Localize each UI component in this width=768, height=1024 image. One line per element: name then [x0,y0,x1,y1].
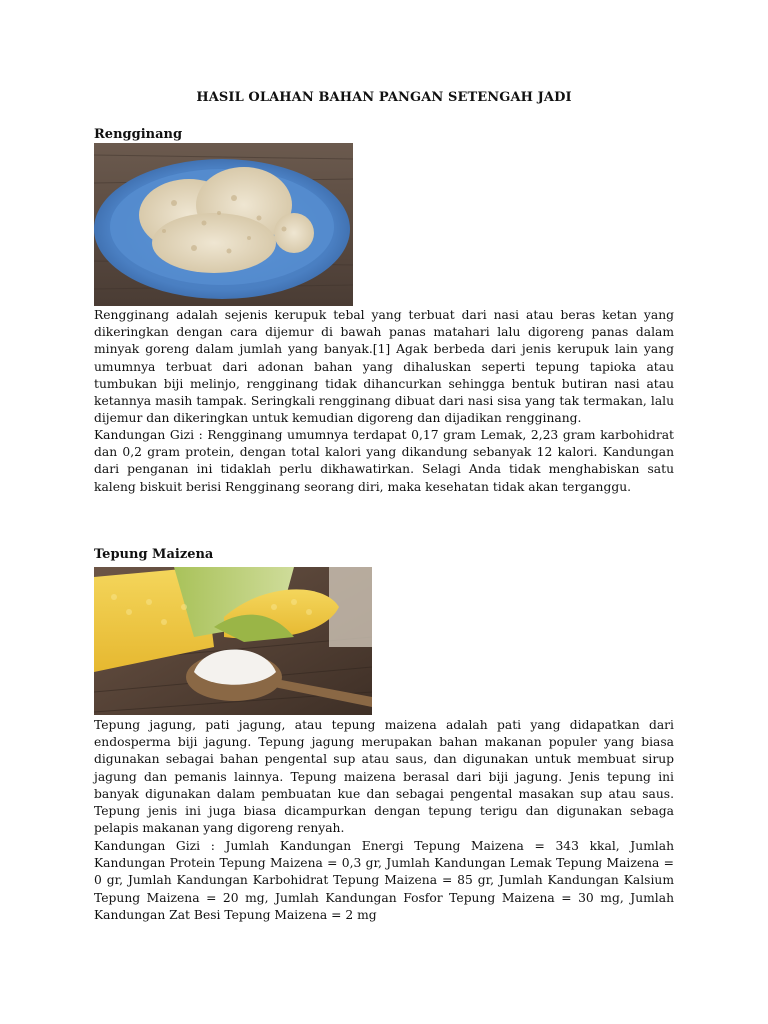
tepung-maizena-photo [94,567,372,715]
tepung-maizena-image [94,567,372,715]
section-heading-rengginang: Rengginang [94,127,183,142]
tepung-maizena-description: Tepung jagung, pati jagung, atau tepung maizena adalah pati yang didapatkan dari endosperma biji jagung. Tepung jagung merupakan bahan makanan populer yang biasa digunakan sebagai bahan pengental sup atau saus, dan digunakan untuk membuat sirup jagung dan pemanis lainnya. Tepung maizena berasal dari biji jagung. Jenis tepung ini banyak digunakan dalam pembuatan kue dan sebagai pengental masakan sup atau saus. Tepung jenis ini juga biasa dicampurkan dengan tepung terigu dan digunakan sebaga pelapis makanan yang digoreng renyah. [94,718,674,836]
section-heading-tepung-maizena: Tepung Maizena [94,547,214,562]
rengginang-image [94,143,353,306]
rengginang-description: Rengginang adalah sejenis kerupuk tebal yang terbuat dari nasi atau beras ketan yang dikeringkan dengan cara dijemur di bawah panas matahari lalu digoreng panas dalam minyak goreng dalam jumlah yang banyak.[1] Agak berbeda dari jenis kerupuk lain yang umumnya terbuat dari adonan bahan yang dihaluskan seperti tepung tapioka atau tumbukan biji melinjo, rengginang tidak dihancurkan sehingga bentuk butiran nasi atau ketannya masih tampak. Seringkali rengginang dibuat dari nasi sisa yang tak termakan, lalu dijemur dan dikeringkan untuk kemudian digoreng dan dijadikan rengginang. [94,308,674,426]
rengginang-photo [94,143,353,306]
page-title: HASIL OLAHAN BAHAN PANGAN SETENGAH JADI [196,90,572,105]
rengginang-nutrition: Kandungan Gizi : Rengginang umumnya terdapat 0,17 gram Lemak, 2,23 gram karbohidrat dan 0,2 gram protein, dengan total kalori yang dikandung sebanyak 12 kalori. Kandungan dari penganan ini tidaklah perlu dikhawatirkan. Selagi Anda tidak menghabiskan satu kaleng biskuit berisi Rengginang seorang diri, maka kesehatan tidak akan terganggu. [94,428,674,494]
tepung-maizena-nutrition: Kandungan Gizi : Jumlah Kandungan Energi Tepung Maizena = 343 kkal, Jumlah Kandungan Protein Tepung Maizena = 0,3 gr, Jumlah Kandungan Lemak Tepung Maizena = 0 gr, Jumlah Kandungan Karbohidrat Tepung Maizena = 85 gr, Jumlah Kandungan Kalsium Tepung Maizena = 20 mg, Jumlah Kandungan Fosfor Tepung Maizena = 30 mg, Jumlah Kandungan Zat Besi Tepung Maizena = 2 mg [94,839,674,922]
